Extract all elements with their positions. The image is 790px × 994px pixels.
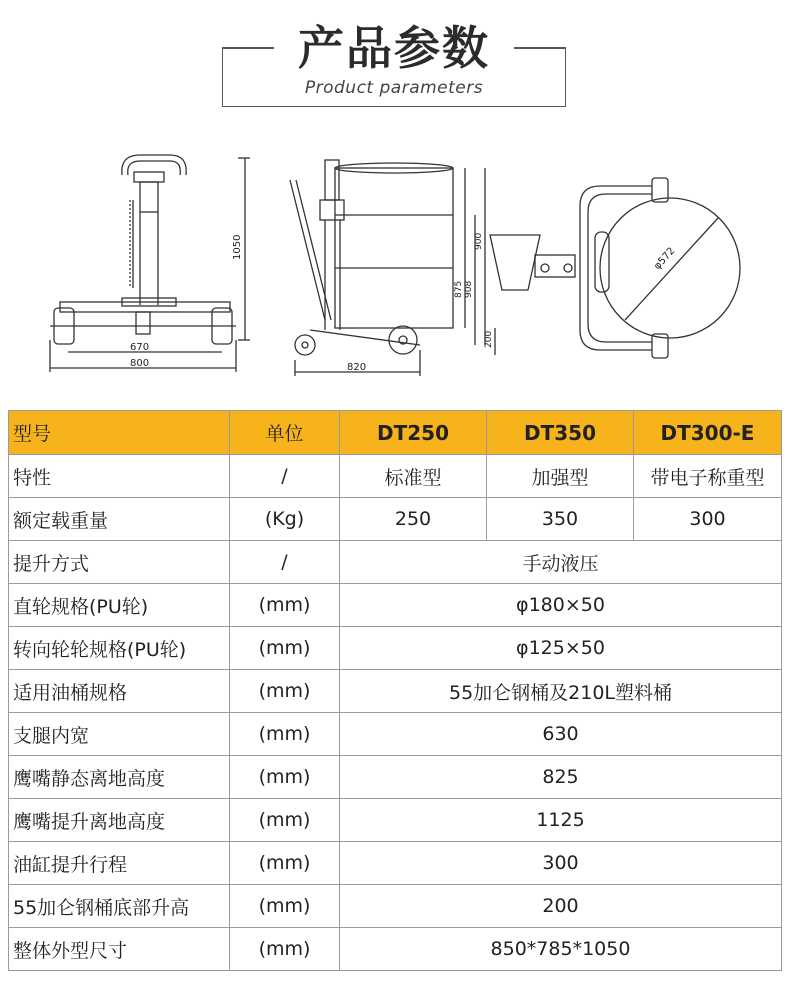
row-value-merged: 1125 [340, 799, 782, 842]
row-label: 直轮规格(PU轮) [9, 584, 230, 627]
header-cell-dt300e: DT300-E [634, 411, 782, 455]
technical-drawing [40, 140, 760, 385]
row-value-merged: 630 [340, 713, 782, 756]
row-label: 提升方式 [9, 541, 230, 584]
row-unit: (mm) [230, 670, 340, 713]
dim-top-diameter: φ572 [652, 245, 678, 273]
table-row [9, 627, 782, 670]
row-label: 鹰嘴静态离地高度 [9, 756, 230, 799]
row-label: 转向轮轮规格(PU轮) [9, 627, 230, 670]
header-cell-dt350: DT350 [487, 411, 634, 455]
row-unit: (mm) [230, 627, 340, 670]
table-row [9, 541, 782, 584]
table-row [9, 584, 782, 627]
header-cell-dt250: DT250 [340, 411, 487, 455]
dim-side-h4: 200 [484, 330, 494, 348]
header-cell-model: 型号 [9, 411, 230, 455]
row-unit: (mm) [230, 756, 340, 799]
dim-side-h3: 900 [474, 232, 484, 250]
table-row [9, 842, 782, 885]
table-row [9, 885, 782, 928]
row-value: 350 [487, 498, 634, 541]
row-label: 整体外型尺寸 [9, 928, 230, 971]
page-title: 产品参数 [298, 21, 490, 75]
row-unit: / [230, 541, 340, 584]
row-value-merged: 825 [340, 756, 782, 799]
dim-front-outer: 800 [130, 358, 150, 369]
row-unit: (mm) [230, 799, 340, 842]
page-subtitle: Product parameters [304, 78, 484, 98]
table-row [9, 670, 782, 713]
row-value: 250 [340, 498, 487, 541]
title-frame-left-bar [222, 47, 274, 49]
row-value: 加强型 [487, 455, 634, 498]
row-label: 支腿内宽 [9, 713, 230, 756]
row-label: 油缸提升行程 [9, 842, 230, 885]
dim-side-length: 820 [347, 362, 367, 373]
row-value-merged: 手动液压 [340, 541, 782, 584]
dim-side-h2: 908 [464, 280, 474, 298]
row-value: 300 [634, 498, 782, 541]
row-unit: (mm) [230, 928, 340, 971]
row-label: 55加仑钢桶底部升高 [9, 885, 230, 928]
row-unit: / [230, 455, 340, 498]
row-unit: (mm) [230, 842, 340, 885]
header-cell-unit: 单位 [230, 411, 340, 455]
row-value-merged: 200 [340, 885, 782, 928]
row-value-merged: 300 [340, 842, 782, 885]
dim-front-inner: 670 [130, 342, 150, 353]
table-row [9, 756, 782, 799]
row-value-merged: φ180×50 [340, 584, 782, 627]
table-header-row [9, 411, 782, 455]
side-view [290, 160, 495, 376]
table-row [9, 713, 782, 756]
front-view [50, 155, 250, 372]
table-row [9, 498, 782, 541]
table-row [9, 455, 782, 498]
table-row [9, 928, 782, 971]
row-label: 鹰嘴提升离地高度 [9, 799, 230, 842]
row-unit: (Kg) [230, 498, 340, 541]
row-value-merged: 850*785*1050 [340, 928, 782, 971]
table-row [9, 799, 782, 842]
row-value-merged: 55加仑钢桶及210L塑料桶 [340, 670, 782, 713]
dim-front-height: 1050 [232, 234, 243, 260]
dim-side-h1: 875 [454, 280, 464, 298]
row-unit: (mm) [230, 584, 340, 627]
row-label: 额定载重量 [9, 498, 230, 541]
row-label: 特性 [9, 455, 230, 498]
row-value-merged: φ125×50 [340, 627, 782, 670]
row-value: 带电子称重型 [634, 455, 782, 498]
top-view [490, 178, 740, 358]
row-label: 适用油桶规格 [9, 670, 230, 713]
title-frame-right-bar [514, 47, 566, 49]
row-value: 标准型 [340, 455, 487, 498]
row-unit: (mm) [230, 885, 340, 928]
row-unit: (mm) [230, 713, 340, 756]
spec-table [8, 410, 782, 971]
